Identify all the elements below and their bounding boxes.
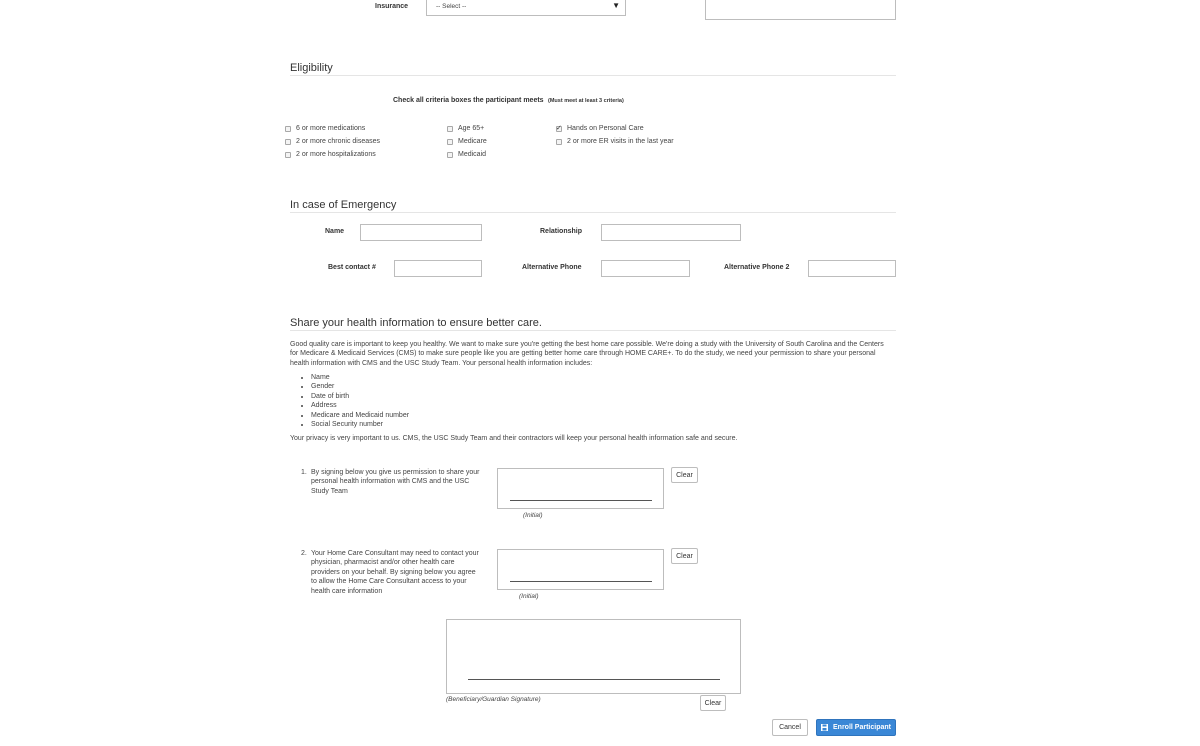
consent-2-text: Your Home Care Consultant may need to contact your physician, pharmacist and/or other health care providers on your behalf. By signing below you agree to allow the Home Care Consultant access to your health care information — [311, 550, 479, 595]
eligibility-instruction-text: Check all criteria boxes the participant meets — [393, 97, 544, 104]
alt-phone-input[interactable] — [601, 260, 690, 277]
cancel-button[interactable]: Cancel — [772, 719, 808, 736]
health-info-list — [302, 373, 409, 429]
criteria-label-4: Age 65+ — [458, 125, 485, 132]
list-item: • Date of birth — [311, 392, 409, 401]
insurance-select-value: -- Select -- — [436, 3, 467, 10]
enroll-button-label: Enroll Participant — [833, 724, 891, 731]
criteria-checkbox-4[interactable] — [447, 126, 453, 132]
emergency-divider — [290, 212, 896, 213]
share-intro: Good quality care is important to keep you healthy. We want to make sure you're getting the best home care possible. We're doing a study with the University of South Carolina and the Centers for Medicare & Medicaid Services (CMS) to make sure people like you are getting better home care through HOME CARE+. To do the study, we need your permission to share your personal health information with CMS and the USC Study Team. Your personal health information includes: — [290, 341, 884, 367]
criteria-checkbox-8[interactable] — [556, 139, 562, 145]
criteria-label-8: 2 or more ER visits in the last year — [567, 138, 674, 145]
criteria-label-7: Hands on Personal Care — [567, 125, 644, 132]
signature-line — [510, 500, 652, 501]
initial-1-pad[interactable] — [497, 468, 664, 509]
eligibility-divider — [290, 75, 896, 76]
enroll-participant-button[interactable] — [816, 719, 896, 736]
emergency-name-label: Name — [325, 228, 345, 235]
eligibility-instruction — [393, 89, 624, 107]
relationship-input[interactable] — [601, 224, 741, 241]
criteria-checkbox-3[interactable] — [285, 152, 291, 158]
save-icon — [821, 724, 828, 731]
criteria-checkbox-5[interactable] — [447, 139, 453, 145]
criteria-label-6: Medicaid — [458, 151, 487, 158]
criteria-checkbox-7[interactable] — [556, 126, 562, 132]
criteria-label-1: 6 or more medications — [296, 125, 366, 132]
initial-2-pad[interactable] — [497, 549, 664, 590]
best-contact-label: Best contact # — [328, 264, 376, 271]
list-item: • Social Security number — [311, 420, 409, 429]
criteria-checkbox-1[interactable] — [285, 126, 291, 132]
emergency-title: In case of Emergency — [290, 199, 397, 211]
list-item: • Address — [311, 401, 409, 410]
share-divider — [290, 330, 896, 331]
insurance-select[interactable] — [426, 0, 626, 16]
initial-1-caption: (Initial) — [523, 512, 543, 519]
privacy-statement: Your privacy is very important to us. CMS, the USC Study Team and their contractors will keep your personal health information safe and secure. — [290, 435, 738, 442]
clear-signature-button[interactable]: Clear — [700, 695, 726, 711]
consent-1-number: 1. — [301, 469, 307, 476]
list-item: • Gender — [311, 382, 409, 391]
signature-pad[interactable] — [446, 619, 741, 694]
signature-caption: (Beneficiary/Guardian Signature) — [446, 696, 541, 703]
criteria-checkbox-6[interactable] — [447, 152, 453, 158]
best-contact-input[interactable] — [394, 260, 482, 277]
share-title: Share your health information to ensure better care. — [290, 317, 542, 329]
insurance-side-field[interactable] — [705, 0, 896, 20]
eligibility-instruction-note: (Must meet at least 3 criteria) — [548, 98, 624, 104]
list-item: • Name — [311, 373, 409, 382]
eligibility-title: Eligibility — [290, 62, 333, 74]
insurance-label: Insurance — [375, 3, 409, 10]
chevron-down-icon: ▼ — [612, 1, 620, 10]
relationship-label: Relationship — [540, 228, 583, 235]
alt-phone2-input[interactable] — [808, 260, 896, 277]
criteria-label-2: 2 or more chronic diseases — [296, 138, 381, 145]
alt-phone2-label: Alternative Phone 2 — [724, 264, 790, 271]
list-item: • Medicare and Medicaid number — [311, 411, 409, 420]
criteria-label-5: Medicare — [458, 138, 487, 145]
initial-2-caption: (Initial) — [519, 593, 539, 600]
consent-2-number: 2. — [301, 550, 307, 557]
clear-initial-2-button[interactable]: Clear — [671, 548, 698, 564]
consent-1-text: By signing below you give us permission to share your personal health information with CMS and the USC Study Team — [311, 469, 480, 495]
signature-line — [510, 581, 652, 582]
alt-phone-label: Alternative Phone — [522, 264, 582, 271]
clear-initial-1-button[interactable]: Clear — [671, 467, 698, 483]
criteria-label-3: 2 or more hospitalizations — [296, 151, 376, 158]
signature-line — [468, 679, 720, 680]
emergency-name-input[interactable] — [360, 224, 482, 241]
criteria-checkbox-2[interactable] — [285, 139, 291, 145]
